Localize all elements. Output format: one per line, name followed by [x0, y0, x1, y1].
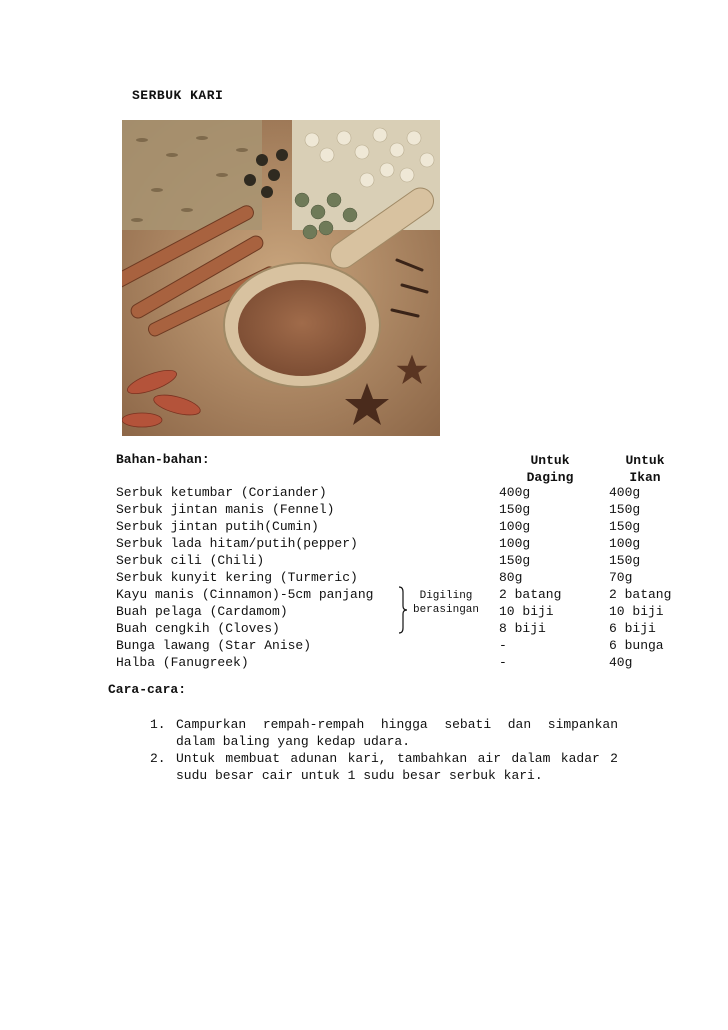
ingredient-name: Serbuk ketumbar (Coriander)	[116, 485, 327, 500]
ingredient-amount-ikan: 40g	[609, 655, 633, 670]
ingredient-amount-ikan: 100g	[609, 536, 641, 551]
ingredient-name: Serbuk lada hitam/putih(pepper)	[116, 536, 358, 551]
note-line1: Digiling	[419, 590, 473, 602]
column-header-ikan-line1: Untuk	[625, 453, 665, 468]
ingredient-row	[0, 603, 728, 620]
method-heading: Cara-cara:	[108, 682, 187, 697]
column-header-ikan	[615, 452, 675, 486]
grind-separately-note	[405, 589, 487, 617]
ingredient-name: Bunga lawang (Star Anise)	[116, 638, 312, 653]
note-line2: berasingan	[412, 604, 479, 616]
step-number: 2.	[150, 751, 166, 766]
ingredient-name: Halba (Fanugreek)	[116, 655, 249, 670]
column-header-daging-line1: Untuk	[530, 453, 570, 468]
step-text: Campurkan rempah-rempah hingga sebati dan simpankan dalam baling yang kedap udara.	[176, 717, 618, 749]
ingredient-amount-daging: 2 batang	[499, 587, 562, 602]
ingredient-amount-daging: 8 biji	[499, 621, 546, 636]
column-header-daging-line2: Daging	[526, 470, 574, 485]
ingredient-amount-ikan: 2 batang	[609, 587, 672, 602]
ingredient-name: Serbuk kunyit kering (Turmeric)	[116, 570, 358, 585]
ingredient-row	[0, 535, 728, 552]
method-step	[150, 750, 618, 784]
ingredient-amount-ikan: 150g	[609, 553, 641, 568]
ingredient-amount-daging: 400g	[499, 485, 531, 500]
method-steps	[150, 716, 618, 784]
spices-illustration	[122, 120, 440, 436]
method-step	[150, 716, 618, 750]
ingredient-name: Serbuk jintan manis (Fennel)	[116, 502, 335, 517]
ingredient-name: Serbuk jintan putih(Cumin)	[116, 519, 319, 534]
ingredient-amount-daging: 100g	[499, 519, 531, 534]
ingredient-row	[0, 569, 728, 586]
column-header-ikan-line2: Ikan	[629, 470, 661, 485]
ingredient-amount-daging: 150g	[499, 502, 531, 517]
ingredient-amount-ikan: 10 biji	[609, 604, 664, 619]
ingredient-row	[0, 552, 728, 569]
ingredient-amount-ikan: 70g	[609, 570, 633, 585]
ingredient-row	[0, 518, 728, 535]
ingredient-row	[0, 484, 728, 501]
ingredient-amount-ikan: 150g	[609, 502, 641, 517]
ingredient-amount-ikan: 6 bunga	[609, 638, 664, 653]
ingredient-row	[0, 501, 728, 518]
page-title: SERBUK KARI	[132, 88, 224, 103]
step-text: Untuk membuat adunan kari, tambahkan air dalam kadar 2 sudu besar cair untuk 1 sudu besar serbuk kari.	[176, 751, 618, 783]
ingredient-amount-daging: 100g	[499, 536, 531, 551]
ingredient-row	[0, 586, 728, 603]
ingredient-amount-ikan: 6 biji	[609, 621, 656, 636]
ingredient-amount-daging: -	[499, 655, 507, 670]
ingredient-amount-daging: 80g	[499, 570, 523, 585]
ingredient-amount-daging: 150g	[499, 553, 531, 568]
step-number: 1.	[150, 717, 166, 732]
ingredient-name: Kayu manis (Cinnamon)-5cm panjang	[116, 587, 374, 602]
column-header-daging	[520, 452, 580, 486]
ingredient-amount-ikan: 400g	[609, 485, 641, 500]
ingredient-name: Serbuk cili (Chili)	[116, 553, 265, 568]
ingredient-name: Buah pelaga (Cardamom)	[116, 604, 288, 619]
ingredient-row	[0, 654, 728, 671]
ingredient-amount-ikan: 150g	[609, 519, 641, 534]
spices-photo	[122, 120, 440, 436]
ingredients-heading: Bahan-bahan:	[116, 452, 210, 467]
ingredient-amount-daging: -	[499, 638, 507, 653]
ingredient-row	[0, 620, 728, 637]
ingredient-amount-daging: 10 biji	[499, 604, 554, 619]
ingredient-row	[0, 637, 728, 654]
ingredient-name: Buah cengkih (Cloves)	[116, 621, 280, 636]
